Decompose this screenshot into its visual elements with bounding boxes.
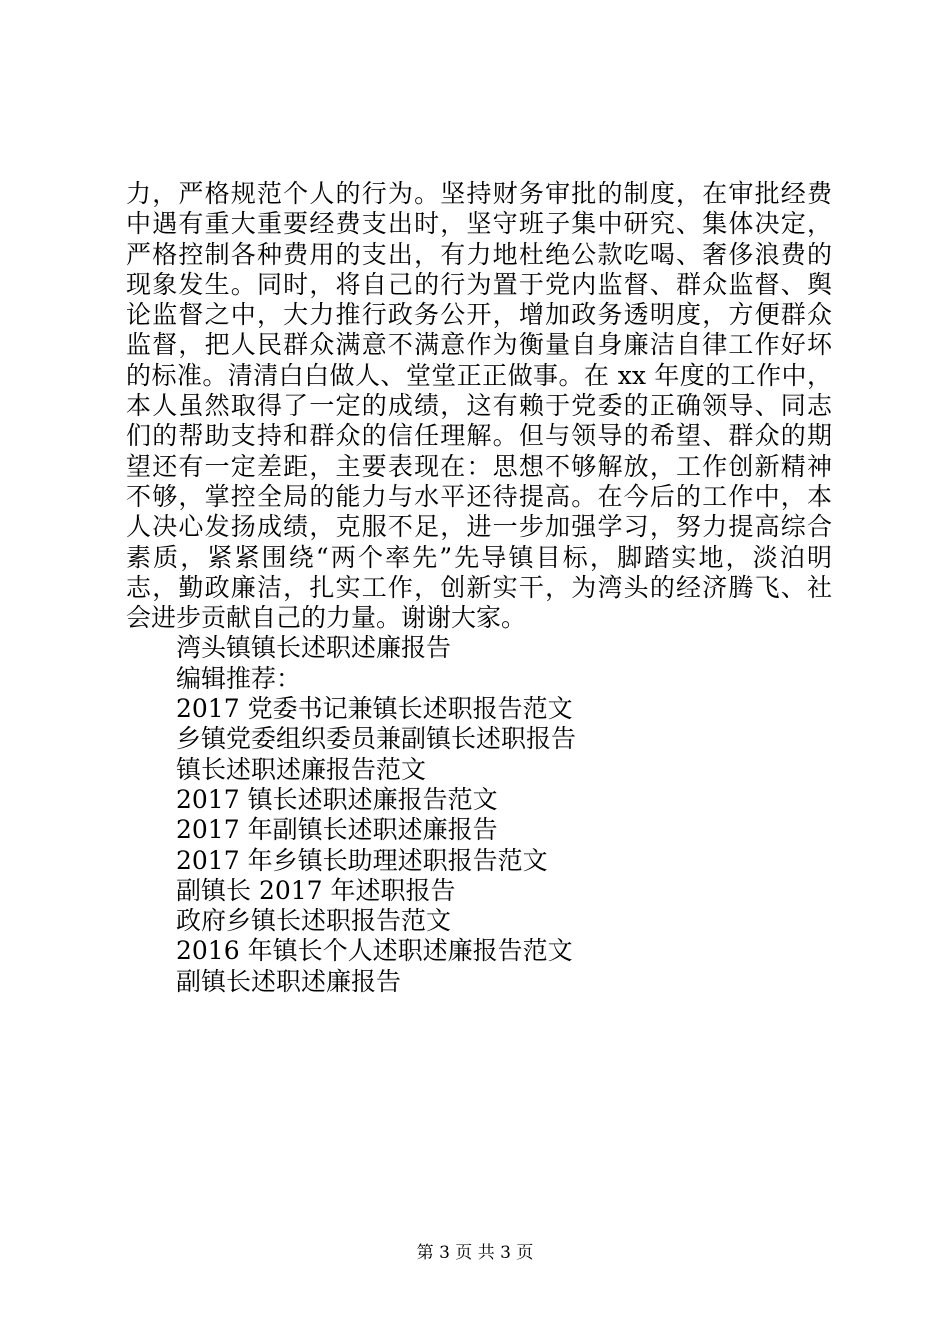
- paragraph-line: 力，严格规范个人的行为。坚持财务审批的制度，在审批经费: [126, 179, 832, 208]
- paragraph-line: 现象发生。同时，将自己的行为置于党内监督、群众监督、舆: [126, 269, 832, 299]
- recommended-link[interactable]: 2017 年副镇长述职述廉报告: [176, 815, 498, 845]
- paragraph-line: 中遇有重大重要经费支出时，坚守班子集中研究、集体决定，: [126, 209, 832, 239]
- paragraph-line: 严格控制各种费用的支出，有力地杜绝公款吃喝、奢侈浪费的: [126, 239, 832, 269]
- paragraph-line: 望还有一定差距，主要表现在：思想不够解放，工作创新精神: [126, 451, 832, 481]
- recommended-link[interactable]: 乡镇党委组织委员兼副镇长述职报告: [176, 724, 577, 754]
- paragraph-line: 人决心发扬成绩，克服不足，进一步加强学习，努力提高综合: [126, 512, 832, 542]
- recommended-link[interactable]: 政府乡镇长述职报告范文: [176, 906, 452, 936]
- recommended-link[interactable]: 2016 年镇长个人述职述廉报告范文: [176, 936, 573, 966]
- paragraph-line: 的标准。清清白白做人、堂堂正正做事。在 xx 年度的工作中，: [126, 360, 832, 390]
- paragraph-line: 素质，紧紧围绕“两个率先”先导镇目标，脚踏实地，淡泊明: [126, 542, 832, 572]
- paragraph-line: 们的帮助支持和群众的信任理解。但与领导的希望、群众的期: [126, 421, 832, 451]
- paragraph-line: 会进步贡献自己的力量。谢谢大家。: [126, 603, 527, 633]
- page-number: 第 3 页 共 3 页: [416, 1243, 534, 1263]
- recommend-label: 编辑推荐：: [176, 663, 302, 693]
- recommended-link[interactable]: 镇长述职述廉报告范文: [176, 754, 427, 784]
- document-body: [126, 179, 832, 997]
- paragraph-line: 监督，把人民群众满意不满意作为衡量自身廉洁自律工作好坏: [126, 330, 832, 360]
- recommended-link[interactable]: 副镇长述职述廉报告: [176, 966, 402, 996]
- article-title: 湾头镇镇长述职述廉报告: [176, 633, 452, 663]
- recommended-link[interactable]: 2017 镇长述职述廉报告范文: [176, 784, 498, 814]
- recommended-link[interactable]: 副镇长 2017 年述职报告: [176, 875, 456, 905]
- paragraph-line: 本人虽然取得了一定的成绩，这有赖于党委的正确领导、同志: [126, 391, 832, 421]
- recommended-link[interactable]: 2017 年乡镇长助理述职报告范文: [176, 845, 548, 875]
- paragraph-line: 志，勤政廉洁，扎实工作，创新实干，为湾头的经济腾飞、社: [126, 572, 832, 602]
- paragraph-line: 不够，掌控全局的能力与水平还待提高。在今后的工作中，本: [126, 481, 832, 511]
- paragraph-line: 论监督之中，大力推行政务公开，增加政务透明度，方便群众: [126, 300, 832, 330]
- recommended-link[interactable]: 2017 党委书记兼镇长述职报告范文: [176, 694, 573, 724]
